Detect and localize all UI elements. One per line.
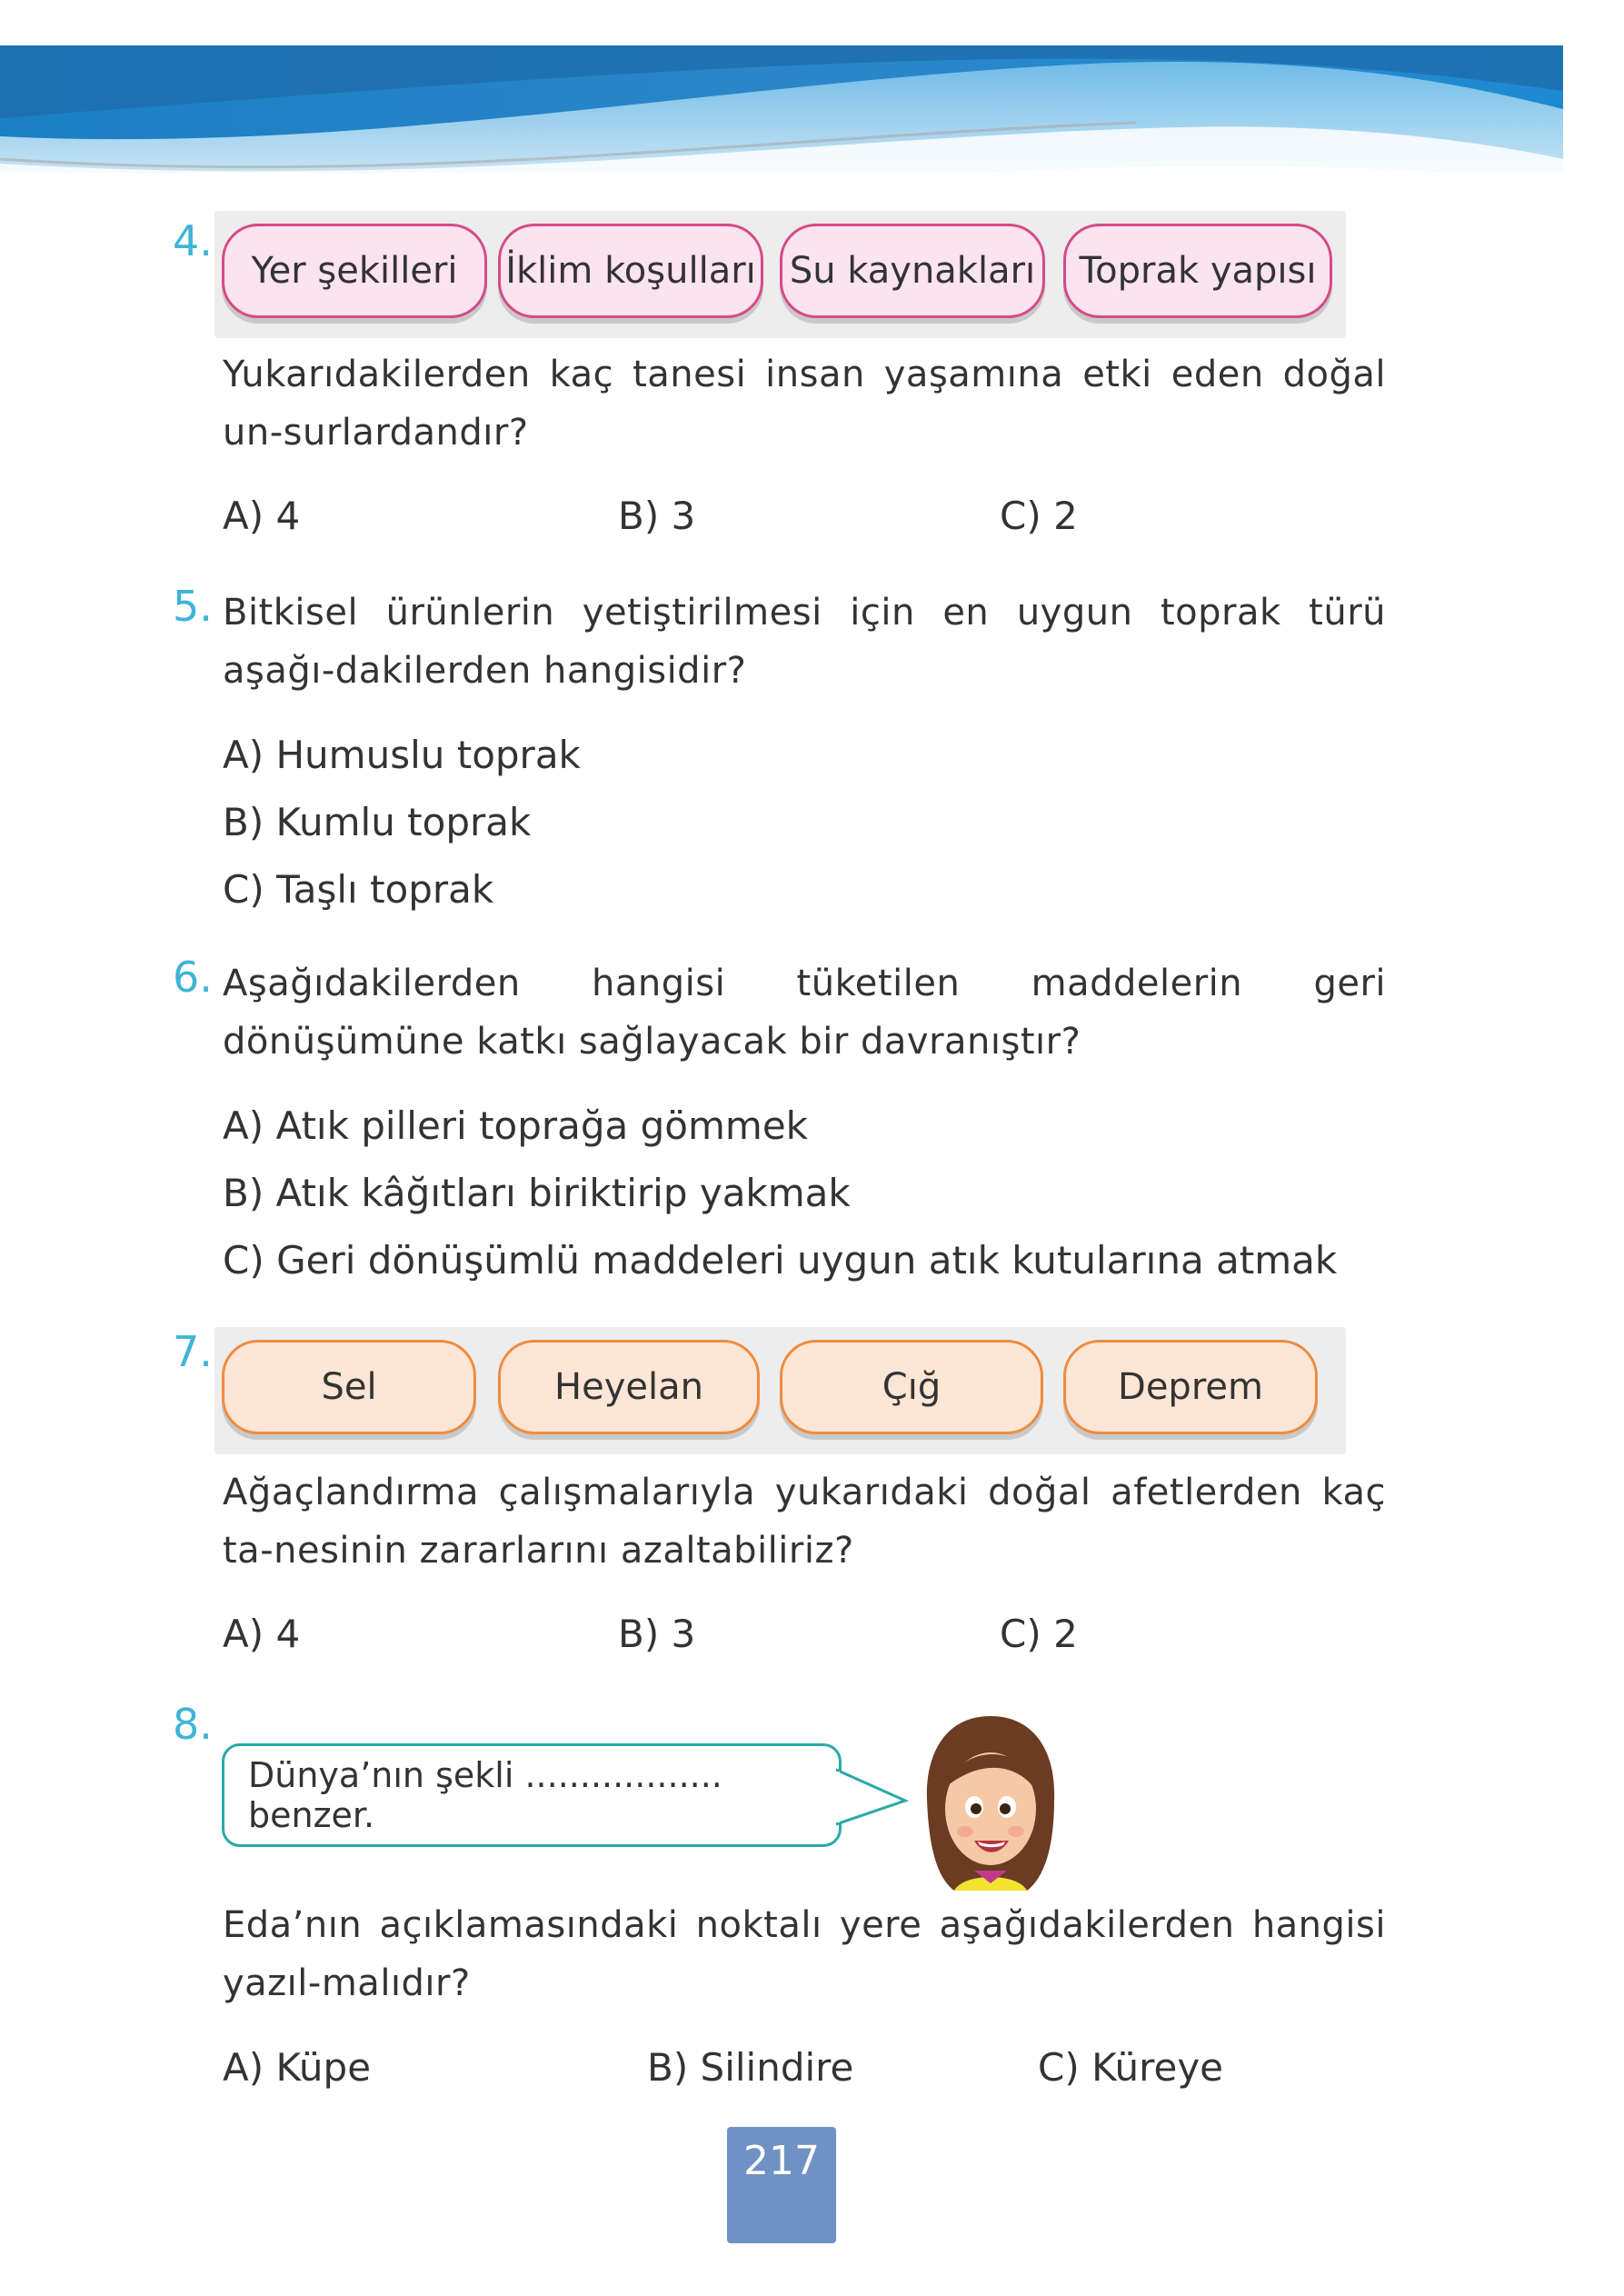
- question-6-number: 6.: [173, 953, 213, 1002]
- question-8-text: Eda’nın açıklamasındaki noktalı yere aşağıdakilerden hangisi yazıl-malıdır?: [223, 1904, 1386, 2004]
- question-7-option-c: C) 2: [1000, 1612, 1078, 1656]
- question-5-number: 5.: [173, 582, 213, 631]
- tag-su-kaynaklari: Su kaynakları: [780, 224, 1045, 318]
- question-4-number: 4.: [173, 216, 213, 265]
- speech-bubble-tail: [836, 1759, 909, 1835]
- question-4-option-b: B) 3: [618, 494, 696, 538]
- speech-bubble: [222, 1743, 842, 1847]
- question-7-number: 7.: [173, 1327, 213, 1376]
- question-4-option-a: A) 4: [223, 494, 301, 538]
- question-5-option-c: C) Taşlı toprak: [223, 867, 494, 912]
- question-8-option-b: B) Silindire: [647, 2045, 854, 2090]
- tag-heyelan: Heyelan: [498, 1340, 760, 1434]
- question-8-option-c: C) Küreye: [1038, 2045, 1224, 2090]
- tag-cig: Çığ: [780, 1340, 1043, 1434]
- question-5-option-b: B) Kumlu toprak: [223, 800, 532, 844]
- question-7-text: Ağaçlandırma çalışmalarıyla yukarıdaki doğal afetlerden kaç ta-nesinin zararlarını azaltabiliriz?: [223, 1472, 1386, 1572]
- question-7-option-a: A) 4: [223, 1612, 301, 1656]
- question-7-tag-strip: [214, 1327, 1346, 1454]
- tag-iklim-kosullari: İklim koşulları: [498, 224, 763, 318]
- page-number-box: [727, 2127, 836, 2243]
- tag-toprak-yapisi: Toprak yapısı: [1063, 224, 1332, 318]
- speech-bubble-text: Dünya’nın şekli .................. benzer.: [248, 1755, 722, 1835]
- question-6-option-a: A) Atık pilleri toprağa gömmek: [223, 1103, 808, 1148]
- question-4-tag-strip: [214, 211, 1346, 338]
- girl-illustration-icon: [909, 1709, 1072, 1895]
- question-6-text: Aşağıdakilerden hangisi tüketilen maddelerin geri dönüşümüne katkı sağlayacak bir davranıştır?: [223, 963, 1386, 1063]
- question-4-option-c: C) 2: [1000, 494, 1078, 538]
- question-5-option-a: A) Humuslu toprak: [223, 733, 581, 777]
- page-number: 217: [743, 2138, 820, 2184]
- question-6-option-c: C) Geri dönüşümlü maddeleri uygun atık kutularına atmak: [223, 1238, 1338, 1283]
- question-8-number: 8.: [173, 1700, 213, 1749]
- question-8-option-a: A) Küpe: [223, 2045, 372, 2090]
- question-5-text: Bitkisel ürünlerin yetiştirilmesi için en uygun toprak türü aşağı-dakilerden hangisidir?: [223, 592, 1386, 692]
- tag-deprem: Deprem: [1063, 1340, 1318, 1434]
- question-4-text: Yukarıdakilerden kaç tanesi insan yaşamına etki eden doğal un-surlardandır?: [223, 354, 1386, 454]
- question-7-option-b: B) 3: [618, 1612, 696, 1656]
- tag-sel: Sel: [222, 1340, 476, 1434]
- question-6-option-b: B) Atık kâğıtları biriktirip yakmak: [223, 1171, 851, 1215]
- header-wave-banner: [0, 0, 1624, 218]
- tag-yer-sekilleri: Yer şekilleri: [222, 224, 487, 318]
